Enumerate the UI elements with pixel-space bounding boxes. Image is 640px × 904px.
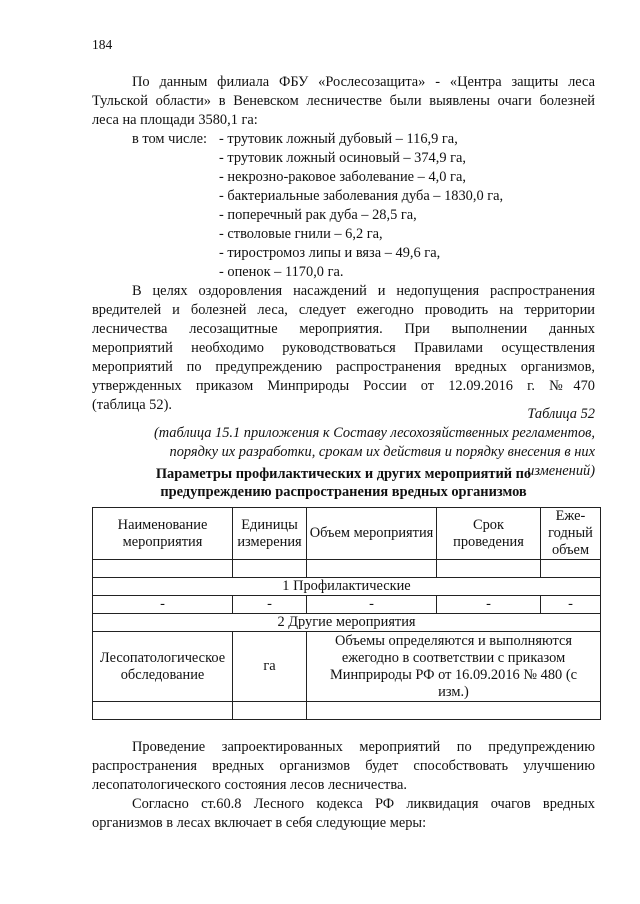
paragraph-line: утвержденных приказом Минприроды России от 12.09.2016 г. №470: [92, 378, 595, 394]
table-cell: га: [233, 632, 307, 702]
table-header-row: [93, 508, 601, 560]
table-note: (таблица 15.1 приложения к Составу лесохозяйственных регламентов,: [153, 425, 595, 441]
section-other: 2 Другие мероприятия: [93, 614, 601, 632]
paragraph-line: организмов в лесах включает в себя следующие меры:: [92, 815, 427, 831]
table-row: [93, 632, 601, 702]
header-name: Наименование мероприятия: [93, 508, 233, 560]
parameters-table: [92, 507, 601, 720]
table-title-line-2: предупреждению распространения вредных организмов: [160, 484, 527, 500]
disease-list-lead: в том числе:: [132, 131, 208, 147]
table-cell: -: [93, 596, 233, 614]
table-section-row: [93, 578, 601, 596]
header-units: Единицы измерения: [233, 508, 307, 560]
header-volume: Объем мероприятия: [307, 508, 437, 560]
table-cell-merged: Объемы определяются и выполняются ежегодно в соответствии с приказом Минприроды РФ от 16.09.2016 № 480 (с изм.): [307, 632, 601, 702]
table-title-line-1: Параметры профилактических и других мероприятий по: [155, 466, 532, 482]
paragraph-line: В целях оздоровления насаждений и недопущения распространения: [132, 283, 595, 299]
intro-line-2: Тульской области» в Веневском лесничестве были выявлены очаги болезней: [92, 93, 595, 109]
paragraph-line: (таблица 52).: [92, 397, 172, 413]
paragraph-line: Согласно ст.60.8 Лесного кодекса РФ ликвидация очагов вредных: [132, 796, 595, 812]
table-cell: -: [437, 596, 541, 614]
intro-line-1: По данным филиала ФБУ «Рослесозащита» - «Центра защиты леса: [132, 74, 595, 90]
header-annual: Еже-годный объем: [541, 508, 601, 560]
table-label: Таблица 52: [527, 406, 595, 422]
section-prophylactic: 1 Профилактические: [93, 578, 601, 596]
paragraph-line: мероприятий по предупреждению распространения вредных организмов,: [92, 359, 595, 375]
table-note: изменений): [527, 463, 595, 479]
table-row: [93, 596, 601, 614]
page-number: 184: [92, 37, 113, 52]
paragraph-line: вредителей и болезней леса, следует ежегодно проводить на территории: [92, 302, 595, 318]
table-section-row: [93, 614, 601, 632]
paragraph-line: мероприятий необходимо руководствоваться Правилами осуществления: [92, 340, 595, 356]
table-cell: Лесопатологическое обследование: [93, 632, 233, 702]
table-note: порядку их разработки, срокам их действия и порядку внесения в них: [169, 444, 595, 460]
disease-item: - стволовые гнили – 6,2 га,: [219, 226, 383, 242]
table-cell: -: [541, 596, 601, 614]
table-empty-row: [93, 702, 601, 720]
disease-item: - трутовик ложный осиновый – 374,9 га,: [219, 150, 467, 166]
disease-item: - поперечный рак дуба – 28,5 га,: [219, 207, 417, 223]
disease-item: - некрозно-раковое заболевание – 4,0 га,: [219, 169, 466, 185]
disease-item: - опенок – 1170,0 га.: [219, 264, 344, 280]
intro-line-3: леса на площади 3580,1 га:: [92, 112, 258, 128]
disease-item: - тиростромоз липы и вяза – 49,6 га,: [219, 245, 441, 261]
header-term: Срок проведения: [437, 508, 541, 560]
paragraph-line: распространения вредных организмов будет способствовать улучшению: [92, 758, 595, 774]
paragraph-line: лесничества лесозащитные мероприятия. При выполнении данных: [92, 321, 595, 337]
disease-item: - бактериальные заболевания дуба – 1830,0 га,: [219, 188, 504, 204]
table-cell: -: [307, 596, 437, 614]
paragraph-line: Проведение запроектированных мероприятий по предупреждению: [132, 739, 595, 755]
table-empty-row: [93, 560, 601, 578]
paragraph-line: лесопатологического состояния лесов лесничества.: [92, 777, 407, 793]
table-cell: -: [233, 596, 307, 614]
disease-item: - трутовик ложный дубовый – 116,9 га,: [219, 131, 458, 147]
